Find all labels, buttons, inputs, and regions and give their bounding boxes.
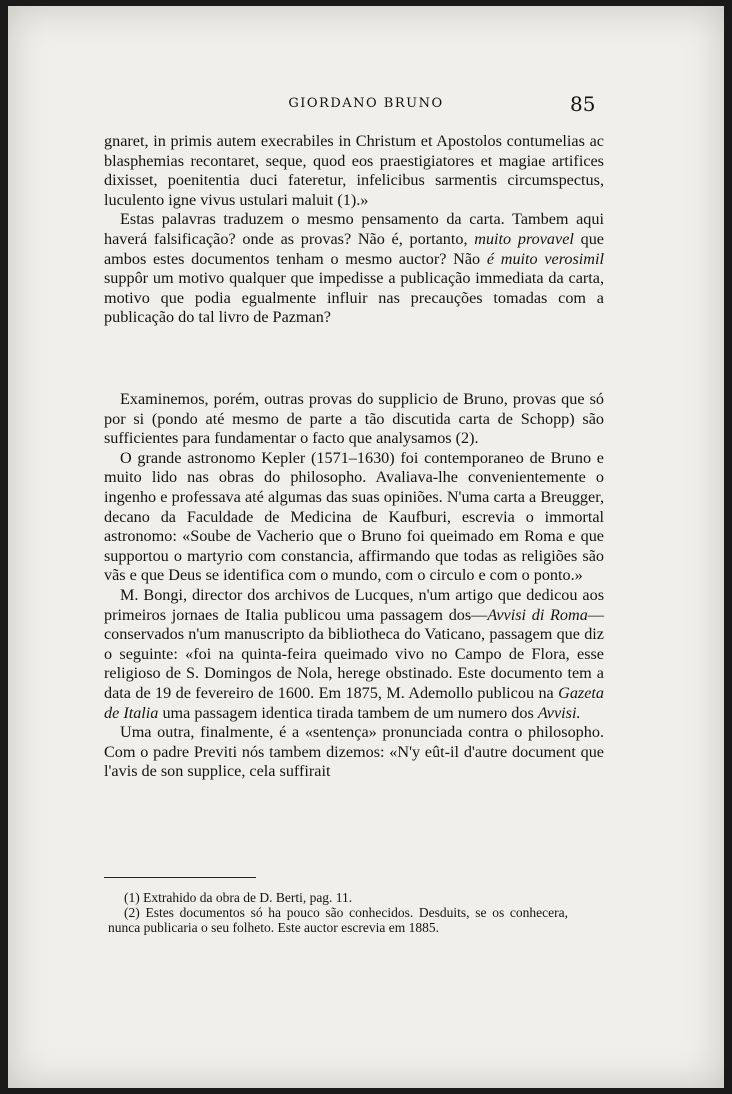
text-run: Estas palavras traduzem o mesmo pensamento da carta. Tambem aqui haverá falsificação? onde as provas? Não é, portanto, xyxy=(104,210,604,248)
text-block-main xyxy=(104,390,604,782)
footnotes xyxy=(108,890,568,935)
paragraph-other-proofs: Examinemos, porém, outras provas do supplicio de Bruno, provas que só por si (pondo até mesmo de parte a tão discutida carta de Schopp) são sufficientes para fundamentar o facto que analysamos (2). xyxy=(104,390,604,448)
italic-run: Gazeta de Italia xyxy=(104,683,604,722)
text-block-top xyxy=(104,132,604,328)
paragraph-sentence: Uma outra, finalmente, é a «sentença» pronunciada contra o philosopho. Com o padre Previti nós tambem dizemos: «N'y eût-il d'autre document que l'avis de son supplice, cela suffirait xyxy=(104,723,604,781)
italic-run: Avvisi di Roma xyxy=(487,605,588,624)
italic-run: muito provavel xyxy=(474,229,574,248)
italic-run: é muito verosimil xyxy=(486,249,604,268)
footnote-1: (1) Extrahido da obra de D. Berti, pag. 11. xyxy=(124,890,353,905)
book-page xyxy=(8,6,724,1088)
paragraph-kepler: O grande astronomo Kepler (1571–1630) foi contemporaneo de Bruno e muito lido nas obras do philosopho. Avaliava-lhe convenientemente o ingenho e professava até algumas das suas opiniões. N'uma carta a Breugger, decano da Faculdade de Medicina de Kaufburi, escrevia o immortal astronomo: «Soube de Vacherio que o Bruno foi queimado em Roma e que supportou o martyrio com constancia, affirmando que todas as religiões são vãs e que Deus se identifica com o mundo, com o circulo e com o ponto.» xyxy=(104,448,604,585)
italic-run: Avvisi. xyxy=(537,703,581,722)
footnote-2: (2) Estes documentos só ha pouco são conhecidos. Desduits, se os conhecera, nunca publicaria o seu folheto. Este auctor escrevia em 1885. xyxy=(108,905,568,935)
paragraph-latin-quote: gnaret, in primis autem execrabiles in Christum et Apostolos contumelias ac blasphemias recontaret, seque, quod eos praestigiatores et magiae artifices dixisset, poenitentia duci fateretur, infelicibus sarmentis circumspectus, luculento igne vivus ustulari maluit (1).» xyxy=(104,132,604,209)
paragraph-falsification xyxy=(104,210,604,328)
page-number: 85 xyxy=(570,92,596,116)
text-run: que ambos estes documentos tenham o mesmo auctor? Não xyxy=(104,229,604,268)
footnote-rule xyxy=(104,877,256,878)
running-title: GIORDANO BRUNO xyxy=(288,96,444,111)
paragraph-bongi xyxy=(104,586,604,723)
text-run: M. Bongi, director dos archivos de Lucques, n'um artigo que dedicou aos primeiros jornaes de Italia publicou uma passagem dos— xyxy=(104,585,604,624)
text-run: suppôr um motivo qualquer que impedisse a publicação immediata da carta, motivo que podia egualmente influir nas precauções tomadas com a publicação do tal livro de Pazman? xyxy=(104,269,604,327)
text-run: uma passagem identica tirada tambem de um numero dos xyxy=(158,703,538,722)
text-run: —conservados n'um manuscripto da bibliotheca do Vaticano, passagem que diz o seguinte: «foi na quinta-feira queimado vivo no Campo de Flora, esse religioso de S. Domingos de Nola, herege obstinado. Este documento tem a data de 19 de fevereiro de 1600. Em 1875, M. Ademollo publicou na xyxy=(104,605,604,702)
